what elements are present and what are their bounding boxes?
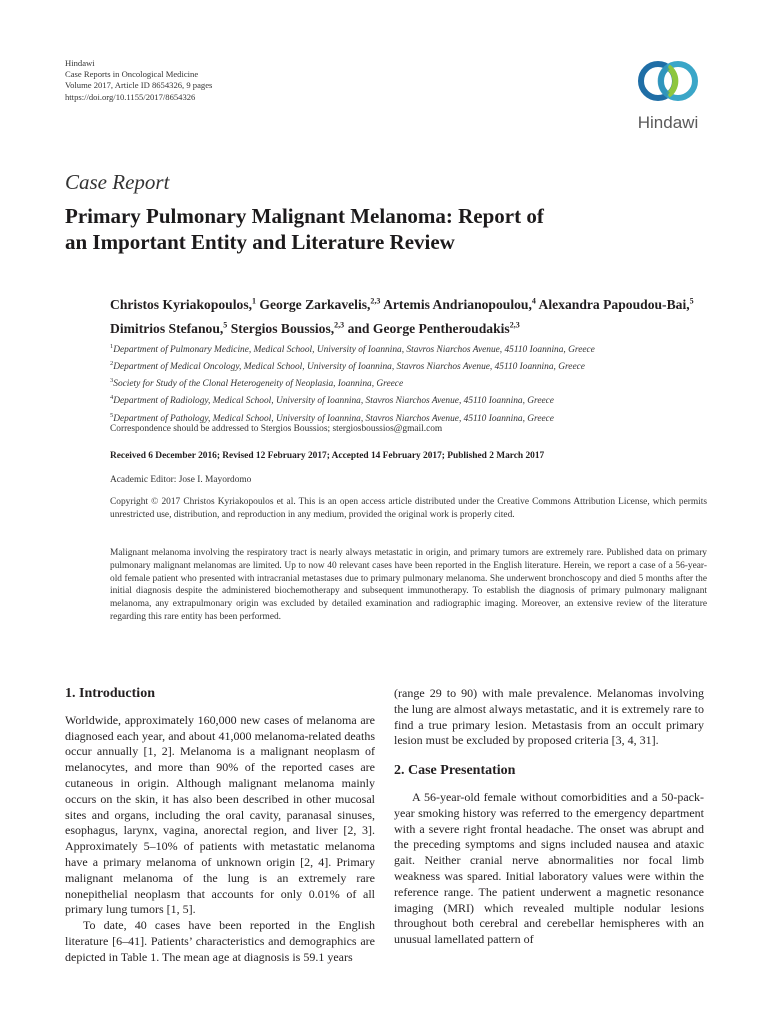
section-heading-introduction: 1. Introduction (65, 686, 155, 701)
intro-paragraph-1: Worldwide, approximately 160,000 new cases of melanoma are diagnosed each year, and about 41,000 melanoma-related deaths occur annually [1, 2]. Melanoma is a malignant neoplasm of melanocytes, and more than 90% of the reported cases are cutaneous in origin. Although malignant melanoma mainly occurs on the skin, it has also been described in other mucosal sites and organs, including the oral cavity, paranasal sinuses, esophagus, larynx, vagina, anorectal region, and liver [2, 3]. Approximately 5–10% of patients with metastatic melanoma have a primary melanoma of unknown origin [2, 4]. Primary malignant melanoma of the lung is an extremely rare nonepithelial neoplasm that accounts for only 0.01% of all primary lung tumors [1, 5]. (65, 712, 375, 917)
article-type: Case Report (65, 170, 170, 194)
article-title (65, 203, 715, 255)
author: Alexandra Papoudou-Bai,$^5$ (538, 296, 694, 312)
journal-info (65, 58, 212, 103)
right-column (394, 686, 704, 948)
affiliation: $^2$Department of Medical Oncology, Medical School, University of Ioannina, Stavros Niarchos Avenue, 45110 Ioannina, Greece (110, 360, 585, 373)
left-column (65, 686, 375, 966)
title-line-2: an Important Entity and Literature Review (65, 230, 455, 254)
publication-dates: Received 6 December 2016; Revised 12 February 2017; Accepted 14 February 2017; Published 2 March 2017 (110, 451, 545, 461)
author: Stergios Boussios,$^{2,3}$ (230, 320, 345, 337)
volume-info: Volume 2017, Article ID 8654326, 9 pages (65, 80, 213, 91)
hindawi-logo (628, 52, 708, 142)
author: George Zarkavelis,$^{2,3}$ (259, 296, 381, 312)
journal-name: Case Reports in Oncological Medicine (65, 69, 199, 80)
correspondence: Correspondence should be addressed to Stergios Boussios; stergiosboussios@gmail.com (110, 424, 443, 434)
academic-editor: Academic Editor: Jose I. Mayordomo (110, 475, 252, 485)
author: Christos Kyriakopoulos,$^1$ (110, 296, 257, 312)
copyright-notice: Copyright © 2017 Christos Kyriakopoulos et al. This is an open access article distributed under the Creative Commons Attribution License, which permits unrestricted use, distribution, and reproduction in any medium, provided the original work is properly cited. (110, 497, 707, 520)
affiliations (110, 340, 710, 426)
affiliation: $^5$Department of Pathology, Medical School, University of Ioannina, Stavros Niarchos Avenue, 45110 Ioannina, Greece (110, 411, 554, 424)
intro-paragraph-3: (range 29 to 90) with male prevalence. Melanomas involving the lung are almost always metastatic, and it is extremely rare to find a true primary lesion. Metastasis from an occult primary lesion must be excluded by proposed criteria [3, 4, 31]. (394, 686, 704, 748)
hindawi-rings-logo-icon (628, 52, 708, 110)
author: and George Pentheroudakis$^{2,3}$ (347, 320, 520, 337)
author-list (110, 290, 710, 339)
affiliation: $^4$Department of Radiology, Medical School, University of Ioannina, Stavros Niarchos Avenue, 45110 Ioannina, Greece (110, 394, 554, 407)
case-paragraph-1: A 56-year-old female without comorbidities and a 50-pack-year smoking history was referred to the emergency department with a severe right frontal headache. The onset was abrupt and the preceding symptoms and signs included nausea and ataxic gait. Neither cranial nerve abnormalities nor focal limb weakness was spared. Initial laboratory values were within the reference range. The patient underwent a magnetic resonance imaging (MRI) which revealed multiple nodular lesions throughout both cerebral and cerebellar hemispheres with an unusual lamellated pattern of (394, 789, 704, 947)
publisher-name: Hindawi (65, 58, 95, 68)
intro-paragraph-2: To date, 40 cases have been reported in the English literature [6–41]. Patients’ characteristics and demographics are depicted in Table 1. The mean age at diagnosis is 59.1 years (65, 918, 375, 964)
title-line-1: Primary Pulmonary Malignant Melanoma: Report of (65, 204, 544, 228)
affiliation: $^3$Society for Study of the Clonal Heterogeneity of Neoplasia, Ioannina, Greece (110, 377, 404, 390)
abstract: Malignant melanoma involving the respiratory tract is nearly always metastatic in origin, and primary tumors are extremely rare. Published data on primary pulmonary malignant melanomas are limited. Up to now 40 relevant cases have been reported in the English literature. Herein, we report a case of a 56-year-old female patient who presented with intracranial metastases due to primary pulmonary melanoma. She underwent bronchoscopy and died 5 months after the initial diagnosis despite the administered biochemotherapy and subsequent immunotherapy. To establish the diagnosis of primary pulmonary malignant melanoma, any extrapulmonary origin was excluded by detailed examination and radiographic imaging. Moreover, an extensive review of the literature regarding this rare entity has been performed. (110, 548, 707, 622)
doi-link[interactable]: https://doi.org/10.1155/2017/8654326 (65, 91, 196, 102)
author: Artemis Andrianopoulou,$^4$ (383, 296, 536, 312)
affiliation: $^1$Department of Pulmonary Medicine, Medical School, University of Ioannina, Stavros Niarchos Avenue, 45110 Ioannina, Greece (110, 343, 595, 356)
section-heading-case-presentation: 2. Case Presentation (394, 763, 516, 779)
logo-text: Hindawi (637, 113, 699, 132)
author: Dimitrios Stefanou,$^5$ (110, 320, 228, 337)
